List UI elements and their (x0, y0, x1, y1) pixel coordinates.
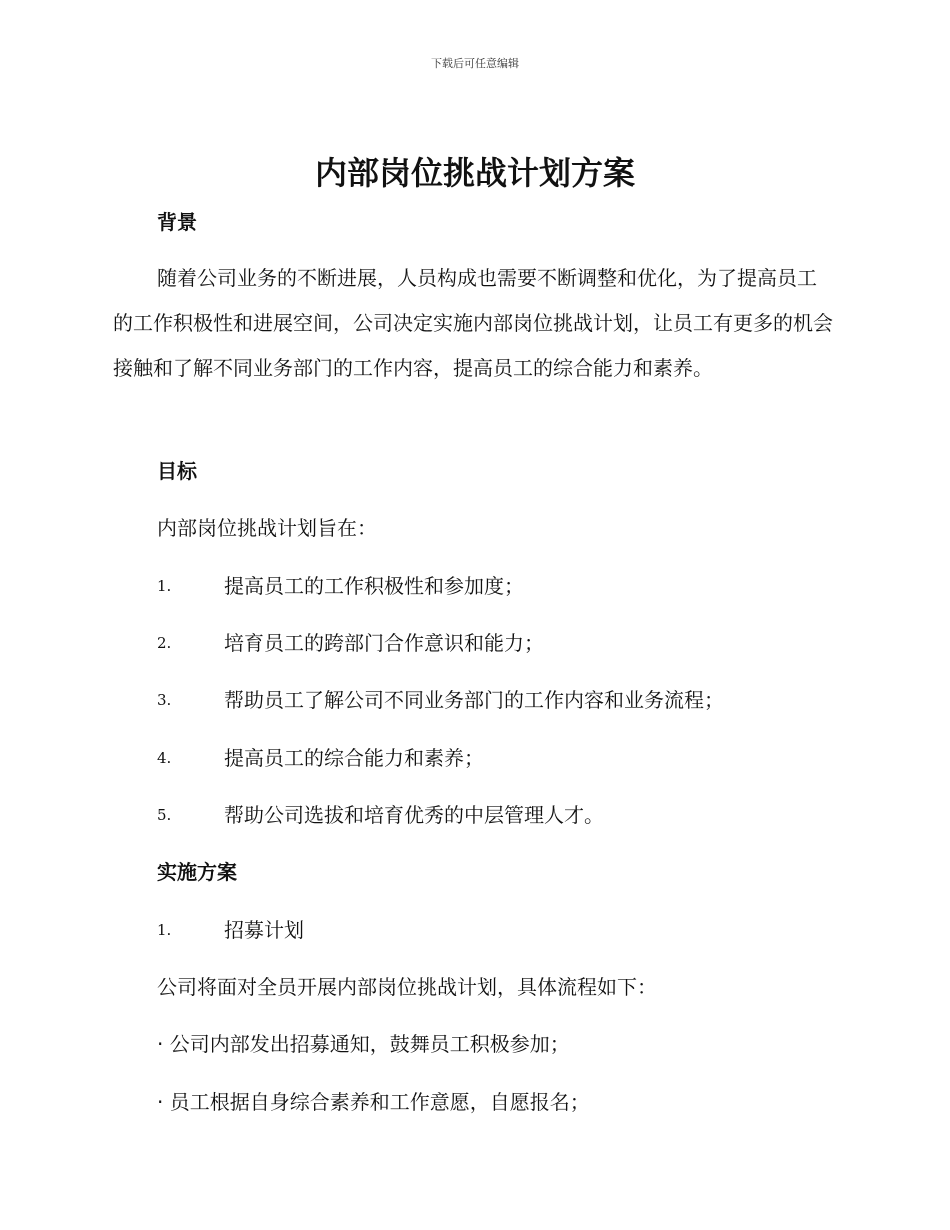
section-heading-plan: 实施方案 (157, 860, 237, 884)
section-heading-goals: 目标 (157, 459, 197, 483)
goal-item-number: 1. (157, 577, 172, 595)
goal-item-number: 5. (157, 806, 172, 824)
goal-item-number: 4. (157, 749, 172, 767)
section-heading-background: 背景 (157, 210, 197, 234)
plan-step-number: 1. (157, 921, 172, 939)
goal-item-text: 提高员工的工作积极性和参加度； (224, 574, 524, 598)
goal-item-text: 帮助员工了解公司不同业务部门的工作内容和业务流程； (224, 688, 724, 712)
plan-bullet: · 员工根据自身综合素养和工作意愿，自愿报名； (157, 1090, 590, 1114)
header-note: 下载后可任意编辑 (431, 57, 519, 70)
goal-item-number: 2. (157, 634, 172, 652)
goal-item-text: 提高员工的综合能力和素养； (224, 746, 484, 770)
background-paragraph: 随着公司业务的不断进展，人员构成也需要不断调整和优化，为了提高员工的工作积极性和进展空间，公司决定实施内部岗位挑战计划，让员工有更多的机会接触和了解不同业务部门的工作内容，提高员工的综合能力和素养。 (113, 266, 833, 380)
goal-item-number: 3. (157, 691, 172, 709)
plan-intro: 公司将面对全员开展内部岗位挑战计划，具体流程如下： (157, 975, 657, 999)
goals-intro: 内部岗位挑战计划旨在： (157, 516, 377, 540)
goal-item-text: 帮助公司选拔和培育优秀的中层管理人才。 (224, 803, 604, 827)
goal-item-text: 培育员工的跨部门合作意识和能力； (224, 631, 544, 655)
plan-step-text: 招募计划 (224, 918, 304, 942)
plan-bullet: · 公司内部发出招募通知，鼓舞员工积极参加； (157, 1032, 570, 1056)
document-title: 内部岗位挑战计划方案 (314, 154, 635, 192)
